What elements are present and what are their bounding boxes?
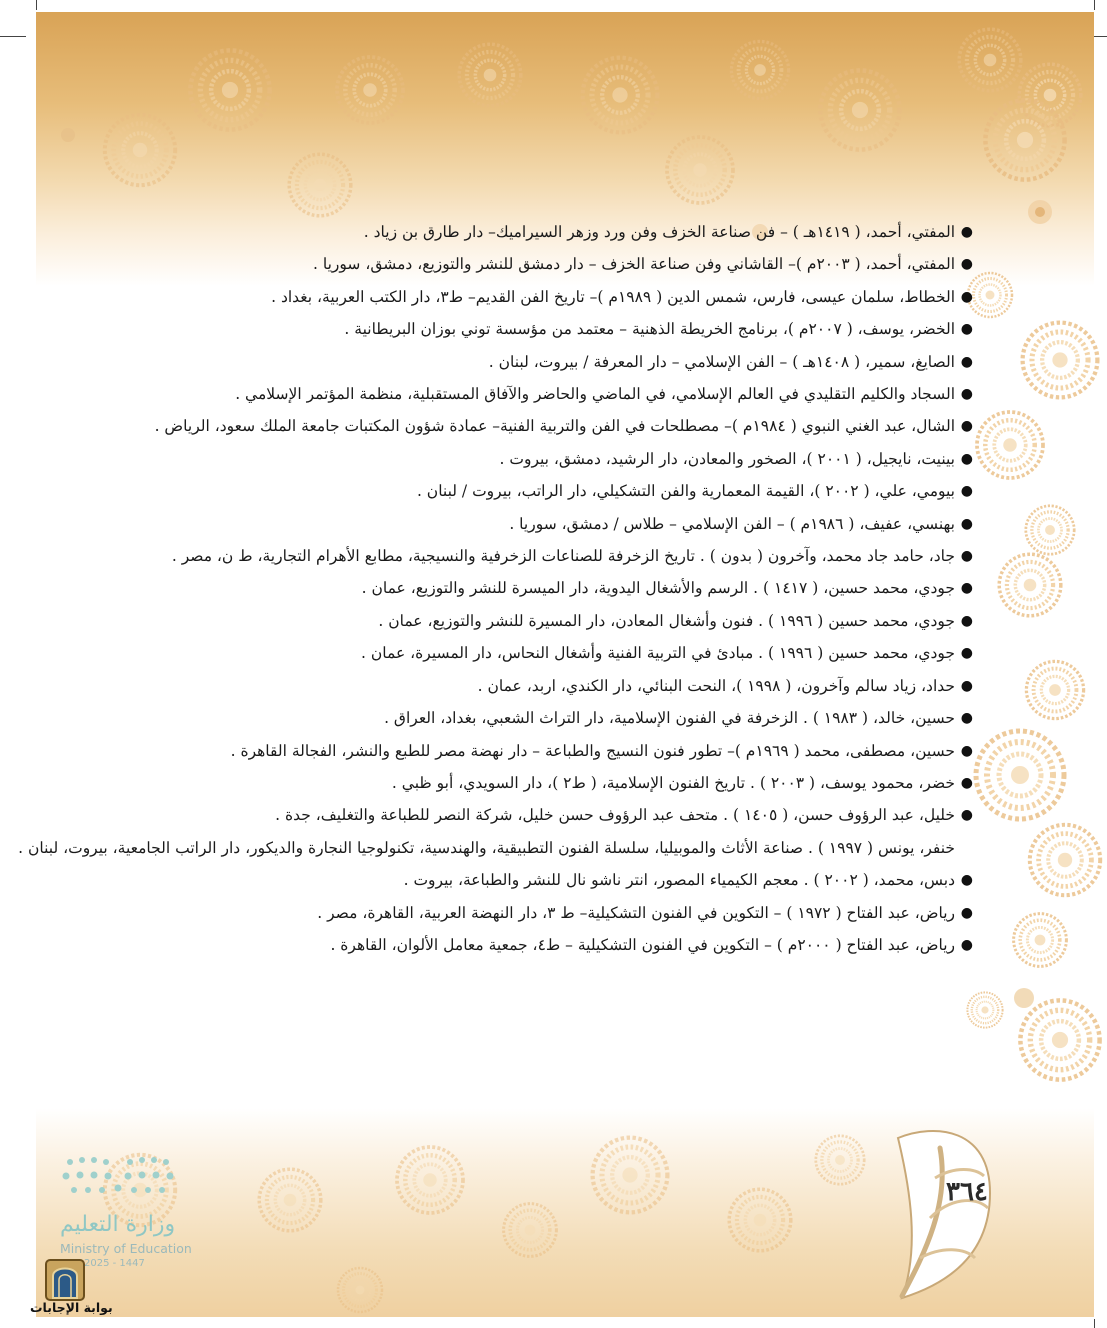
ministry-year: 2025 - 1447 (84, 1258, 145, 1269)
references-list (0, 216, 975, 961)
bullet-icon: ● (960, 450, 973, 467)
reference-text: خنفر، يونس ( ١٩٩٧ ) . صناعة الأثاث والموبيليا، سلسلة الفنون التطبيقية، والهندسية، تكنولوجيا النجارة والديكور، دار الراتب الجامعية، بيروت، لبنان . (18, 838, 955, 857)
portal-watermark: بوابة الإجابات (30, 1300, 113, 1315)
reference-item (0, 735, 975, 767)
reference-text: الشال، عبد الغني النبوي ( ١٩٨٤م )– مصطلحات في الفن والتربية الفنية– عمادة شؤون المكتبات جامعة الملك سعود، الرياض . (154, 417, 955, 436)
reference-item (0, 767, 975, 799)
bullet-icon: ● (960, 580, 973, 597)
reference-item (0, 670, 975, 702)
reference-item (0, 475, 975, 507)
bullet-icon: ● (960, 483, 973, 500)
bullet-icon: ● (960, 774, 973, 791)
reference-item (0, 216, 975, 248)
bullet-icon: ● (960, 742, 973, 759)
bullet-icon: ● (960, 386, 973, 403)
reference-text: حسين، خالد، ( ١٩٨٣ ) . الزخرفة في الفنون الإسلامية، دار التراث الشعبي، بغداد، العراق . (384, 709, 955, 728)
reference-item (0, 248, 975, 280)
reference-text: خضر، محمود يوسف، ( ٢٠٠٣ ) . تاريخ الفنون الإسلامية، ( ط٢ )، دار السويدي، أبو ظبي . (391, 773, 955, 792)
portal-logo-icon (44, 1258, 86, 1302)
reference-text: جودي، محمد حسين ( ١٩٩٦ ) . مبادئ في التربية الفنية وأشغال النحاس، دار المسيرة، عمان . (361, 644, 955, 663)
reference-item (0, 313, 975, 345)
bullet-icon: ● (960, 256, 973, 273)
reference-item (0, 864, 975, 896)
reference-text: الخطاط، سلمان عيسى، فارس، شمس الدين ( ١٩٨٩م )– تاريخ الفن القديم– ط٣، دار الكتب العربية، بغداد . (271, 287, 955, 306)
reference-text: جاد، حامد جاد محمد، وآخرون ( بدون ) . تاريخ الزخرفة للصناعات الزخرفية والنسيجية، مطابع الأهرام التجارية، ط ن، مصر . (171, 547, 955, 566)
bullet-icon: ● (960, 515, 973, 532)
reference-item (0, 572, 975, 604)
reference-text: بينيت، نايجيل، ( ٢٠٠١ )، الصخور والمعادن، دار الرشيد، دمشق، بيروت . (499, 449, 955, 468)
bullet-icon: ● (960, 548, 973, 565)
reference-text: رياض، عبد الفتاح ( ٢٠٠٠م ) – التكوين في الفنون التشكيلية – ط٤، جمعية معامل الألوان، القاهرة . (330, 935, 955, 954)
reference-item (0, 281, 975, 313)
reference-text: جودي، محمد حسين ( ١٩٩٦ ) . فنون وأشغال المعادن، دار المسيرة للنشر والتوزيع، عمان . (378, 611, 955, 630)
reference-text: بهنسي، عفيف، ( ١٩٨٦م ) – الفن الإسلامي – طلاس / دمشق، سوريا . (509, 514, 955, 533)
reference-text: المفتي، أحمد، ( ١٤١٩هـ ) – فن صناعة الخزف وفن ورد وزهر السيراميك– دار طارق بن زياد . (363, 223, 955, 241)
bullet-icon: ● (960, 677, 973, 694)
reference-item (0, 346, 975, 378)
reference-item (0, 637, 975, 669)
bullet-icon: ● (960, 645, 973, 662)
reference-text: دبس، محمد، ( ٢٠٠٢ ) . معجم الكيمياء المصور، انتر ناشو نال للنشر والطباعة، بيروت . (403, 871, 955, 890)
reference-text: رياض، عبد الفتاح ( ١٩٧٢ ) – التكوين في الفنون التشكيلية– ط ٣، دار النهضة العربية، القاهرة، مصر . (317, 903, 955, 922)
bullet-icon: ● (960, 288, 973, 305)
bullet-icon: ● (960, 353, 973, 370)
reference-item (0, 378, 975, 410)
reference-item (0, 897, 975, 929)
bullet-icon: ● (960, 612, 973, 629)
reference-text: الخضر، يوسف، ( ٢٠٠٧م )، برنامج الخريطة الذهنية – معتمد من مؤسسة توني بوزان البريطانية . (344, 320, 955, 339)
reference-text: حسين، مصطفى، محمد ( ١٩٦٩م )– تطور فنون النسيج والطباعة – دار نهضة مصر للطبع والنشر، الفجالة القاهرة . (230, 741, 955, 760)
reference-item (0, 540, 975, 572)
reference-text: بيومي، علي، ( ٢٠٠٢ )، القيمة المعمارية والفن التشكيلي، دار الراتب، بيروت / لبنان . (416, 482, 955, 501)
reference-item (0, 929, 975, 961)
reference-item (0, 605, 975, 637)
bullet-icon: ● (960, 872, 973, 889)
bullet-icon: ● (960, 807, 973, 824)
reference-text: خليل، عبد الرؤوف حسن، ( ١٤٠٥ ) . متحف عبد الرؤوف حسن خليل، شركة النصر للطباعة والتغليف، جدة . (275, 806, 955, 825)
ministry-name-en: Ministry of Education (60, 1241, 192, 1256)
reference-item (0, 410, 975, 442)
reference-item (0, 702, 975, 734)
leaf-ornament (880, 1118, 1000, 1308)
page-number: ٣٦٤ (946, 1177, 988, 1207)
bullet-icon: ● (960, 936, 973, 953)
reference-item (0, 443, 975, 475)
reference-item (0, 799, 975, 831)
reference-text: الصايغ، سمير، ( ١٤٠٨هـ ) – الفن الإسلامي – دار المعرفة / بيروت، لبنان . (488, 352, 955, 371)
ministry-name-ar: وزارة التعليم (60, 1212, 176, 1237)
bullet-icon: ● (960, 321, 973, 338)
reference-text: السجاد والكليم التقليدي في العالم الإسلامي، في الماضي والحاضر والآفاق المستقبلية، منظمة المؤتمر الإسلامي . (235, 385, 955, 404)
bullet-icon: ● (960, 418, 973, 435)
reference-item (0, 832, 975, 864)
reference-text: المفتي، أحمد، ( ٢٠٠٣م )– القاشاني وفن صناعة الخزف – دار دمشق للنشر والتوزيع، دمشق، سوريا . (313, 255, 955, 274)
reference-text: حداد، زياد سالم وآخرون، ( ١٩٩٨ )، النحت البنائي، دار الكندي، اربد، عمان . (477, 676, 955, 695)
bullet-icon: ● (960, 224, 973, 240)
bullet-icon: ● (960, 710, 973, 727)
bullet-icon: ● (960, 904, 973, 921)
reference-item (0, 508, 975, 540)
reference-text: جودي، محمد حسين، ( ١٤١٧ ) . الرسم والأشغال اليدوية، دار الميسرة للنشر والتوزيع، عمان . (361, 579, 955, 598)
